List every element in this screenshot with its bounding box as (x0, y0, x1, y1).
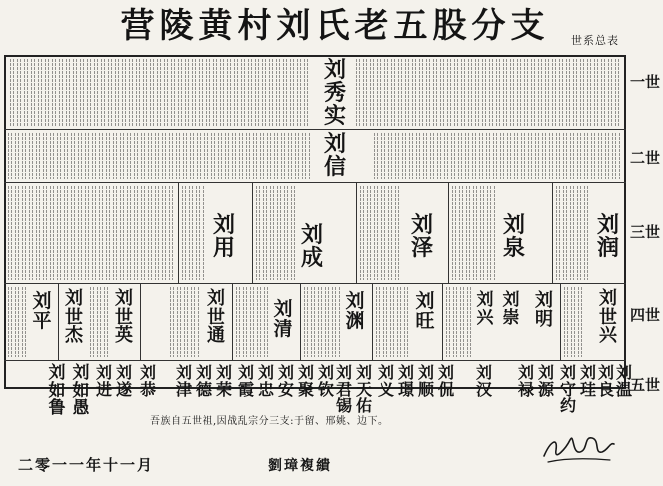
ancestor-name: 刘忠 (257, 363, 274, 399)
biography-notes (8, 186, 174, 280)
generation-label-4: 四世 (630, 306, 661, 324)
ancestor-name: 刘温 (615, 363, 632, 399)
biography-notes (256, 186, 296, 280)
biography-notes (356, 59, 620, 126)
biography-notes (170, 287, 200, 357)
ancestor-name: 刘泉 (502, 212, 525, 261)
ancestor-name: 刘荣 (215, 363, 232, 399)
col-divider (178, 182, 179, 283)
generation-label-5: 五世 (630, 376, 661, 394)
ancestor-name: 刘世通 (207, 288, 225, 347)
biography-notes (10, 59, 310, 126)
biography-notes (446, 287, 472, 357)
ancestor-name: 刘崇 (502, 290, 520, 328)
compiler-credit: 劉璋複繢 (268, 458, 332, 474)
generation-label-1: 一世 (630, 73, 661, 91)
col-divider (58, 283, 59, 360)
ancestor-name: 刘旺 (415, 290, 435, 332)
generation-label-2: 二世 (630, 149, 661, 167)
ancestor-name: 刘顺 (417, 363, 434, 399)
ancestor-name: 刘清 (273, 298, 293, 340)
col-divider (300, 283, 301, 360)
ancestor-name: 刘义 (377, 363, 394, 399)
ancestor-name: 刘成 (300, 222, 323, 271)
ancestor-name: 刘渊 (345, 290, 365, 332)
ancestor-name: 刘用 (212, 212, 235, 261)
col-divider (356, 182, 357, 283)
col-divider (372, 283, 373, 360)
ancestor-name: 刘源 (537, 363, 554, 399)
ancestor-name: 刘禄 (517, 363, 534, 399)
ancestor-name: 刘钦 (317, 363, 334, 399)
biography-notes (374, 133, 620, 179)
signature (536, 422, 618, 470)
col-divider (448, 182, 449, 283)
ancestor-name: 刘信 (323, 131, 346, 180)
ancestor-name: 刘璟 (397, 363, 414, 399)
biography-notes (360, 186, 402, 280)
biography-notes (556, 186, 588, 280)
biography-notes (376, 287, 410, 357)
col-divider (560, 283, 561, 360)
biography-notes (236, 287, 268, 357)
row-divider (4, 283, 626, 284)
col-divider (140, 283, 141, 360)
biography-notes (8, 133, 310, 179)
ancestor-name: 刘世英 (115, 288, 133, 347)
row-divider (4, 182, 626, 183)
compile-date: 二零一一年十一月 (18, 456, 155, 474)
ancestor-name: 刘泽 (410, 212, 433, 261)
ancestor-name: 刘世杰 (65, 288, 83, 347)
chart-subtitle: 世系总表 (571, 34, 619, 47)
ancestor-name: 刘安 (277, 363, 294, 399)
col-divider (232, 283, 233, 360)
col-divider (442, 283, 443, 360)
biography-notes (304, 287, 340, 357)
chart-title: 营陵黄村刘氏老五股分支 (120, 6, 550, 46)
ancestor-name: 刘如愚 (72, 363, 90, 419)
ancestor-name: 刘霞 (237, 363, 254, 399)
row-divider (4, 360, 626, 361)
ancestor-name: 刘天佑 (355, 363, 372, 416)
ancestor-name: 刘德 (195, 363, 212, 399)
ancestor-name: 刘聚 (297, 363, 314, 399)
ancestor-name: 刘津 (175, 363, 192, 399)
ancestor-name: 刘良 (597, 363, 614, 399)
ancestor-name: 刘平 (32, 290, 52, 332)
ancestor-name: 刘润 (596, 212, 619, 261)
generation-label-3: 三世 (630, 223, 661, 241)
ancestor-name: 刘恭 (139, 363, 156, 399)
ancestor-name: 刘明 (535, 290, 553, 330)
ancestor-name: 刘世兴 (599, 288, 617, 347)
biography-notes (182, 186, 204, 280)
ancestor-name: 刘守约 (559, 363, 576, 416)
ancestor-name: 刘汉 (475, 363, 492, 399)
biography-notes (564, 287, 582, 357)
row-divider (4, 129, 626, 130)
ancestor-name: 刘侃 (437, 363, 454, 399)
ancestor-name: 刘秀实 (323, 57, 346, 129)
biography-notes (452, 186, 496, 280)
ancestor-name: 刘珪 (579, 363, 596, 399)
ancestor-name: 刘君锡 (335, 363, 352, 416)
biography-notes (8, 287, 28, 357)
ancestor-name: 刘兴 (476, 290, 494, 328)
branch-note: 吾族自五世祖,因战乱宗分三支:于留、邢姚、边下。 (150, 416, 389, 427)
ancestor-name: 刘如鲁 (48, 363, 66, 419)
ancestor-name: 刘遂 (115, 363, 132, 399)
col-divider (252, 182, 253, 283)
ancestor-name: 刘进 (95, 363, 112, 399)
biography-notes (90, 287, 110, 357)
col-divider (552, 182, 553, 283)
